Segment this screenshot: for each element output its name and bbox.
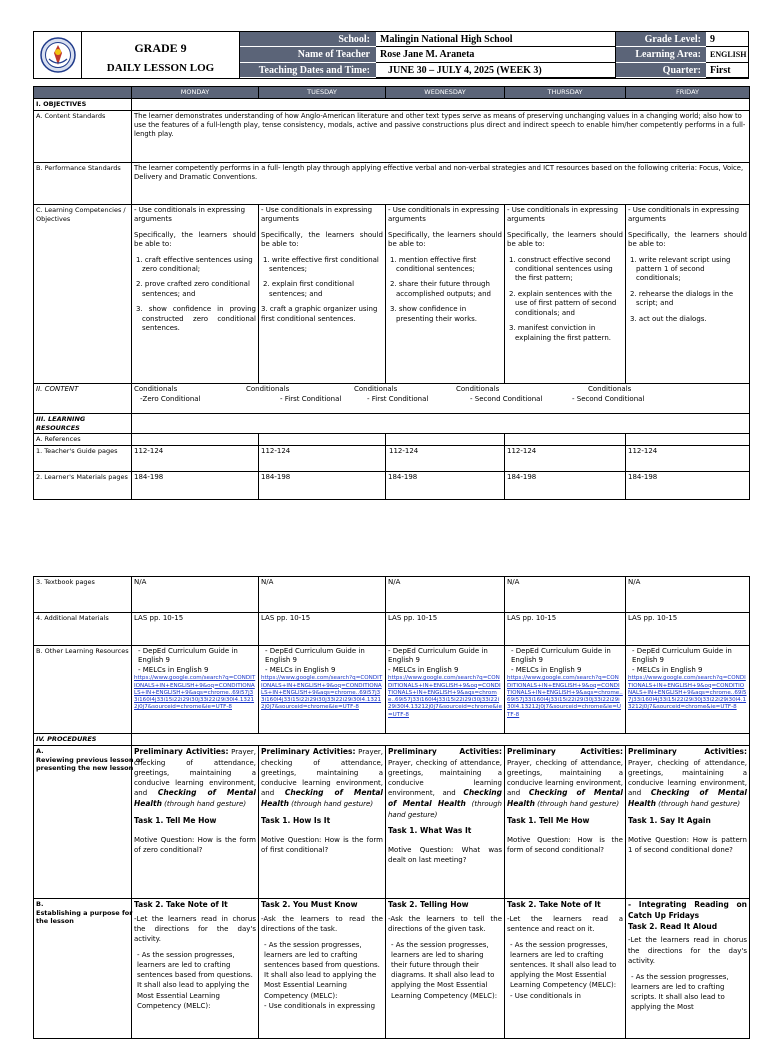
other-resources-cell	[626, 646, 750, 734]
resource-line: - DepEd Curriculum Guide in English 9	[511, 647, 611, 665]
session-progress: - As the session progresses, learners are led to crafting sentences based from questions. It shall also lead to applying the Most Essential Learning Competency (MELC):	[137, 951, 253, 1010]
content-subtopic: - First Conditional	[280, 394, 342, 403]
empty-cell	[626, 434, 750, 446]
task-instruction: -Ask the learners to tell the directions of the given task.	[388, 914, 502, 933]
competencies-label: C. Learning Competencies / Objectives	[34, 204, 132, 383]
procedure-a-label	[34, 745, 144, 898]
resource-link[interactable]: https://www.google.com/search?q=CONDITIONALS+IN+ENGLISH+9&oq=CONDITIONALS+IN+ENGLISH+9&aqs=chrome..69i57j33i160l4j33i15i22i29i30j33i22i29i30l4.13212j0j7&sourceid=chrome&ie=UTF-8	[507, 675, 623, 718]
competency-item: 3. show confidence in proving constructed zero conditional sentences.	[136, 305, 256, 333]
learning-area-value: ENGLISH	[706, 47, 748, 62]
procedure-letter: B.	[36, 899, 44, 908]
prelim-tail: (through hand gesture)	[537, 799, 620, 808]
session-progress: - As the session progresses, learners are led to crafting scripts. It shall also lead to applying the Most	[631, 972, 729, 1012]
motive-question: Motive Question: How is the form of first conditional?	[261, 835, 383, 854]
other-resources-cell	[386, 646, 505, 734]
teacher-value: Rose Jane M. Araneta	[376, 47, 616, 62]
textbook-pages: N/A	[132, 577, 259, 613]
other-resources-cell	[132, 646, 259, 734]
competency-cell	[132, 204, 259, 383]
additional-materials: LAS pp. 10-15	[626, 613, 750, 646]
prelim-heading: Preliminary Activities:	[134, 746, 229, 756]
prelim-heading: Preliminary Activities:	[507, 746, 623, 756]
lesson-log-table-part-1	[33, 86, 750, 500]
resource-link[interactable]: https://www.google.com/search?q=CONDITIONALS+IN+ENGLISH+9&oq=CONDITIONALS+IN+ENGLISH+9&aqs=chrome..69i57j33i160l4j33i15i22i29i30j33i22i29i30l4.13212j0j7&sourceid=chrome&ie=UTF-8	[134, 675, 256, 711]
day-header-blank	[34, 87, 132, 99]
section-filler	[132, 99, 750, 111]
procedure-b-cell	[259, 898, 386, 1038]
prelim-body: Prayer, checking of attendance, greetings, maintaining a conducive learning environment, and	[134, 747, 256, 798]
additional-materials: LAS pp. 10-15	[132, 613, 259, 646]
other-resources-cell	[259, 646, 386, 734]
learning-resources-label: III. LEARNING RESOURCES	[34, 413, 132, 434]
content-titles-line	[134, 385, 747, 395]
textbook-pages: N/A	[626, 577, 750, 613]
task-title: Task 2. Telling How	[388, 899, 469, 909]
learning-area-label: Learning Area:	[616, 47, 706, 62]
lm-pages: 184-198	[259, 472, 386, 500]
additional-materials-label: 4. Additional Materials	[34, 613, 132, 646]
day-header-row	[34, 87, 750, 99]
procedure-b-label	[34, 898, 132, 1038]
task-instruction: -Let the learners read in chorus the directions for the day's activity.	[134, 914, 256, 943]
teacher-label: Name of Teacher	[240, 47, 376, 62]
motive-question: Motive Question: How is the form of zero conditional?	[134, 835, 256, 854]
school-value: Malingin National High School	[376, 32, 616, 47]
grade-level-value: 9	[706, 32, 748, 47]
resource-line: - DepEd Curriculum Guide in English 9	[388, 647, 488, 665]
daily-lesson-log-title: DAILY LESSON LOG	[106, 62, 215, 74]
competency-cell	[626, 204, 750, 383]
competency-cell	[505, 204, 626, 383]
procedure-b-cell	[505, 898, 626, 1038]
competency-item: 2. rehearse the dialogs in the script; and	[630, 289, 734, 308]
procedure-a-cell	[386, 745, 505, 898]
textbook-pages: N/A	[259, 577, 386, 613]
motive-question: Motive Question: How is pattern 1 of second conditional done?	[628, 835, 747, 854]
tg-pages: 112-124	[626, 446, 750, 472]
performance-standards-text: The learner competently performs in a full- length play through applying effective verbal and non-verbal strategies and ICT resources based on the following criteria: Focus, Voice, Delivery and Dramatic Conventions.	[132, 162, 750, 204]
day-header: THURSDAY	[505, 87, 626, 99]
other-resources-label: B. Other Learning Resources	[34, 646, 132, 734]
resource-line: - DepEd Curriculum Guide in English 9	[138, 647, 238, 665]
competency-spec: Specifically, the learners should be able to:	[507, 230, 623, 249]
task-title: Task 1. How Is It	[261, 815, 331, 825]
teachers-guide-label: 1. Teacher's Guide pages	[34, 446, 132, 472]
objectives-section-row	[34, 99, 750, 111]
prelim-check: Checking of Mental Health	[628, 788, 748, 808]
competency-item: 1. construct effective second conditional sentences using the first pattern;	[509, 255, 613, 283]
dates-row	[240, 63, 748, 78]
tg-pages: 112-124	[259, 446, 386, 472]
competency-head: - Use conditionals in expressing arguments	[134, 205, 246, 224]
competency-head: - Use conditionals in expressing arguments	[261, 205, 373, 224]
prelim-tail: (through hand gesture)	[658, 799, 741, 808]
school-row	[240, 32, 748, 47]
prelim-heading: Preliminary Activities:	[388, 746, 502, 756]
empty-cell	[259, 434, 386, 446]
empty-cell	[505, 434, 626, 446]
resource-line: - DepEd Curriculum Guide in English 9	[265, 647, 365, 665]
prelim-tail: (through hand gesture)	[291, 799, 374, 808]
lesson-log-header	[33, 31, 749, 79]
task-title: Task 2. Read It Aloud	[628, 921, 718, 931]
objectives-section-label: I. OBJECTIVES	[34, 99, 132, 111]
prelim-tail: (through hand gesture)	[164, 799, 247, 808]
performance-standards-row	[34, 162, 750, 204]
textbook-pages: N/A	[386, 577, 505, 613]
competency-head: - Use conditionals in expressing arguments	[628, 205, 740, 224]
tg-pages: 112-124	[132, 446, 259, 472]
learners-materials-row	[34, 472, 750, 500]
resource-line: - MELCs in English 9	[138, 665, 209, 674]
competency-head: - Use conditionals in expressing arguments	[388, 205, 500, 224]
prelim-check: Checking of Mental Health	[388, 788, 502, 808]
motive-question: Motive Question: How is the form of second conditional?	[507, 835, 623, 854]
dates-label: Teaching Dates and Time:	[240, 63, 376, 78]
prelim-body: Prayer, checking of attendance, greetings, maintaining a conducive learning environment, and	[507, 758, 623, 798]
resource-line: - MELCs in English 9	[388, 665, 459, 674]
procedure-a-cell	[505, 745, 626, 898]
competency-item: 1. mention effective first conditional sentences;	[390, 255, 477, 273]
prelim-body: Prayer, checking of attendance, greetings, maintaining a conducive learning environment, and	[388, 758, 502, 798]
competency-item: 2. prove crafted zero conditional sentences; and	[136, 280, 250, 298]
textbook-row	[34, 577, 750, 613]
procedure-title: Reviewing previous lesson or presenting the new lesson	[36, 755, 144, 773]
competency-spec: Specifically, the learners should be able to:	[261, 230, 383, 249]
content-topic-title: Conditionals	[134, 384, 178, 393]
procedure-b-row	[34, 898, 750, 1038]
prelim-heading: Preliminary Activities:	[628, 746, 747, 756]
resource-link[interactable]: https://www.google.com/search?q=CONDITIONALS+IN+ENGLISH+9&oq=CONDITIONALS+IN+ENGLISH+9&aqs=chrome..69i57j33i160l4j33i15i22i29i30j33i22i29i30l4.13212j0j7&sourceid=chrome&ie=UTF-8	[628, 675, 747, 711]
competencies-row	[34, 204, 750, 383]
resource-line: - MELCs in English 9	[511, 665, 582, 674]
textbook-label: 3. Textbook pages	[34, 577, 132, 613]
title-cell	[82, 32, 240, 78]
additional-materials: LAS pp. 10-15	[505, 613, 626, 646]
competency-item: 2. explain first conditional sentences; and	[263, 280, 355, 298]
content-topic-title: Conditionals	[246, 384, 290, 393]
procedure-b-cell	[132, 898, 259, 1038]
competency-item: 1. write relevant script using pattern 1 of second conditionals;	[630, 255, 731, 283]
lm-pages: 184-198	[626, 472, 750, 500]
motive-question: Motive Question: What was dealt on last meeting?	[388, 845, 502, 864]
dates-value: JUNE 30 – JULY 4, 2025 (WEEK 3)	[376, 63, 616, 78]
content-subtopic: - First Conditional	[367, 394, 429, 403]
procedure-title: Establishing a purpose for the lesson	[36, 908, 133, 926]
additional-materials: LAS pp. 10-15	[259, 613, 386, 646]
prelim-check: Checking of Mental Health	[134, 788, 257, 808]
prelim-body: Prayer, checking of attendance, greetings, maintaining a conducive learning environment, and	[628, 758, 747, 798]
day-header: TUESDAY	[259, 87, 386, 99]
task-title: Task 1. Tell Me How	[507, 815, 590, 825]
competency-cell	[259, 204, 386, 383]
additional-materials: LAS pp. 10-15	[386, 613, 505, 646]
teacher-row	[240, 47, 748, 62]
content-topic-title: Conditionals	[354, 384, 398, 393]
resources-section-row	[34, 413, 750, 434]
session-progress: - As the session progresses, learners are led to crafting sentences based from questions. It shall also lead to applying the Most Essential Learning Competency (MELC): - Use conditionals in expressing	[264, 940, 380, 1010]
competency-item: 3. craft a graphic organizer using first conditional sentences.	[261, 305, 378, 323]
empty-cell	[386, 434, 505, 446]
prelim-check: Checking of Mental Health	[261, 788, 384, 808]
content-row	[34, 383, 750, 413]
content-subs-line	[134, 395, 747, 405]
grade-level-label: Grade Level:	[616, 32, 706, 47]
competency-item: 3. show confidence in presenting their works.	[390, 305, 478, 323]
competency-spec: Specifically, the learners should be able to:	[134, 230, 256, 249]
session-progress: - As the session progresses, learners are led to sharing their future through their diagrams. It shall also lead to applying the Most Essential Learning Competency (MELC):	[391, 940, 498, 1000]
learners-materials-label: 2. Learner's Materials pages	[34, 472, 132, 500]
content-subtopic: - Second Conditional	[470, 394, 543, 403]
other-resources-cell	[505, 646, 626, 734]
header-info	[240, 32, 748, 78]
content-label: II. CONTENT	[34, 383, 132, 413]
catch-up-friday-heading: - Integrating Reading on Catch Up Fridays	[628, 899, 747, 920]
task-title: Task 1. What Was It	[388, 825, 472, 835]
task-title: Task 1. Say It Again	[628, 815, 711, 825]
content-standards-row	[34, 110, 750, 162]
lm-pages: 184-198	[505, 472, 626, 500]
task-title: Task 2. Take Note of It	[134, 899, 228, 909]
content-topic-title: Conditionals	[588, 384, 632, 393]
competency-cell	[386, 204, 505, 383]
deped-seal-cell	[34, 32, 82, 78]
content-topics	[132, 383, 750, 413]
prelim-heading: Preliminary Activities:	[261, 746, 356, 756]
content-topic-title: Conditionals	[456, 384, 500, 393]
procedure-b-cell	[386, 898, 505, 1038]
procedure-a-cell	[626, 745, 750, 898]
section-filler	[132, 413, 750, 434]
school-label: School:	[240, 32, 376, 47]
prelim-check: Checking of Mental Health	[507, 788, 624, 808]
section-filler	[132, 734, 750, 746]
procedures-label: IV. PROCEDURES	[34, 734, 132, 746]
lesson-log-table-part-2	[33, 576, 750, 1039]
textbook-pages: N/A	[505, 577, 626, 613]
teachers-guide-row	[34, 446, 750, 472]
references-row	[34, 434, 750, 446]
resource-line: - DepEd Curriculum Guide in English 9	[632, 647, 732, 665]
procedure-a-row	[34, 745, 750, 898]
lm-pages: 184-198	[132, 472, 259, 500]
procedure-a-cell	[259, 745, 386, 898]
prelim-tail: (through hand gesture)	[388, 799, 502, 819]
resource-line: - MELCs in English 9	[265, 665, 336, 674]
competency-item: 2. share their future through accomplished outputs; and	[390, 280, 491, 298]
tg-pages: 112-124	[505, 446, 626, 472]
grade-title: GRADE 9	[134, 41, 187, 55]
task-instruction: -Let the learners read in chorus the directions for the day's activity.	[628, 936, 747, 965]
day-header: MONDAY	[132, 87, 259, 99]
competency-head: - Use conditionals in expressing arguments	[507, 205, 619, 224]
procedure-letter: A.	[36, 746, 44, 755]
content-standards-label: A. Content Standards	[34, 110, 132, 162]
deped-seal-icon	[40, 37, 76, 73]
task-instruction: -Ask the learners to read the directions of the task.	[261, 914, 383, 933]
content-subtopic: -Zero Conditional	[140, 394, 201, 403]
competency-spec: Specifically, the learners should be able to:	[388, 230, 502, 249]
quarter-value: First	[706, 63, 748, 78]
procedures-section-row	[34, 734, 750, 746]
content-subtopic: - Second Conditional	[572, 394, 645, 403]
task-title: Task 2. You Must Know	[261, 899, 358, 909]
procedure-a-cell	[132, 745, 259, 898]
task-title: Task 2. Take Note of It	[507, 899, 601, 909]
task-title: Task 1. Tell Me How	[134, 815, 217, 825]
resource-link[interactable]: https://www.google.com/search?q=CONDITIONALS+IN+ENGLISH+9&oq=CONDITIONALS+IN+ENGLISH+9&aqs=chrome..69i57j33i160l4j33i15i22i29i30j33i22i29i30l4.13212j0j7&sourceid=chrome&ie=UTF-8	[388, 675, 502, 718]
other-resources-row	[34, 646, 750, 734]
additional-materials-row	[34, 613, 750, 646]
competency-item: 1. craft effective sentences using zero conditional;	[136, 255, 253, 273]
tg-pages: 112-124	[386, 446, 505, 472]
competency-item: 1. write effective first conditional sentences;	[263, 255, 379, 273]
procedure-b-cell	[626, 898, 750, 1038]
competency-item: 3. manifest conviction in explaining the first pattern.	[509, 324, 611, 342]
lm-pages: 184-198	[386, 472, 505, 500]
day-header: WEDNESDAY	[386, 87, 505, 99]
prelim-body: Prayer, checking of attendance, greetings, maintaining a conducive learning environment, and	[261, 747, 383, 798]
content-standards-text: The learner demonstrates understanding of how Anglo-American literature and other text types serve as means of preserving unchanging values in a changing world; also how to use the features of a full-length play, tense consistency, modals, active and passive constructions plus direct and indirect speech to enable him/her competently performs in a full-length play.	[132, 110, 750, 162]
task-instruction: -Let the learners read a sentence and react on it.	[507, 914, 623, 933]
quarter-label: Quarter:	[616, 63, 706, 78]
competency-item: 2. explain sentences with the use of first pattern of second conditionals; and	[509, 289, 617, 317]
session-progress: - As the session progresses, learners are led to crafting sentences. It shall also lead to applying the Most Essential Learning Competency (MELC): - Use conditionals in	[510, 940, 617, 1000]
empty-cell	[132, 434, 259, 446]
competency-item: 3. act out the dialogs.	[630, 314, 707, 323]
performance-standards-label: B. Performance Standards	[34, 162, 132, 204]
competency-spec: Specifically, the learners should be able to:	[628, 230, 747, 249]
resource-line: - MELCs in English 9	[632, 665, 703, 674]
day-header: FRIDAY	[626, 87, 750, 99]
references-label: A. References	[34, 434, 132, 446]
resource-link[interactable]: https://www.google.com/search?q=CONDITIONALS+IN+ENGLISH+9&oq=CONDITIONALS+IN+ENGLISH+9&aqs=chrome..69i57j33i160l4j33i15i22i29i30j33i22i29i30l4.13212j0j7&sourceid=chrome&ie=UTF-8	[261, 675, 383, 711]
